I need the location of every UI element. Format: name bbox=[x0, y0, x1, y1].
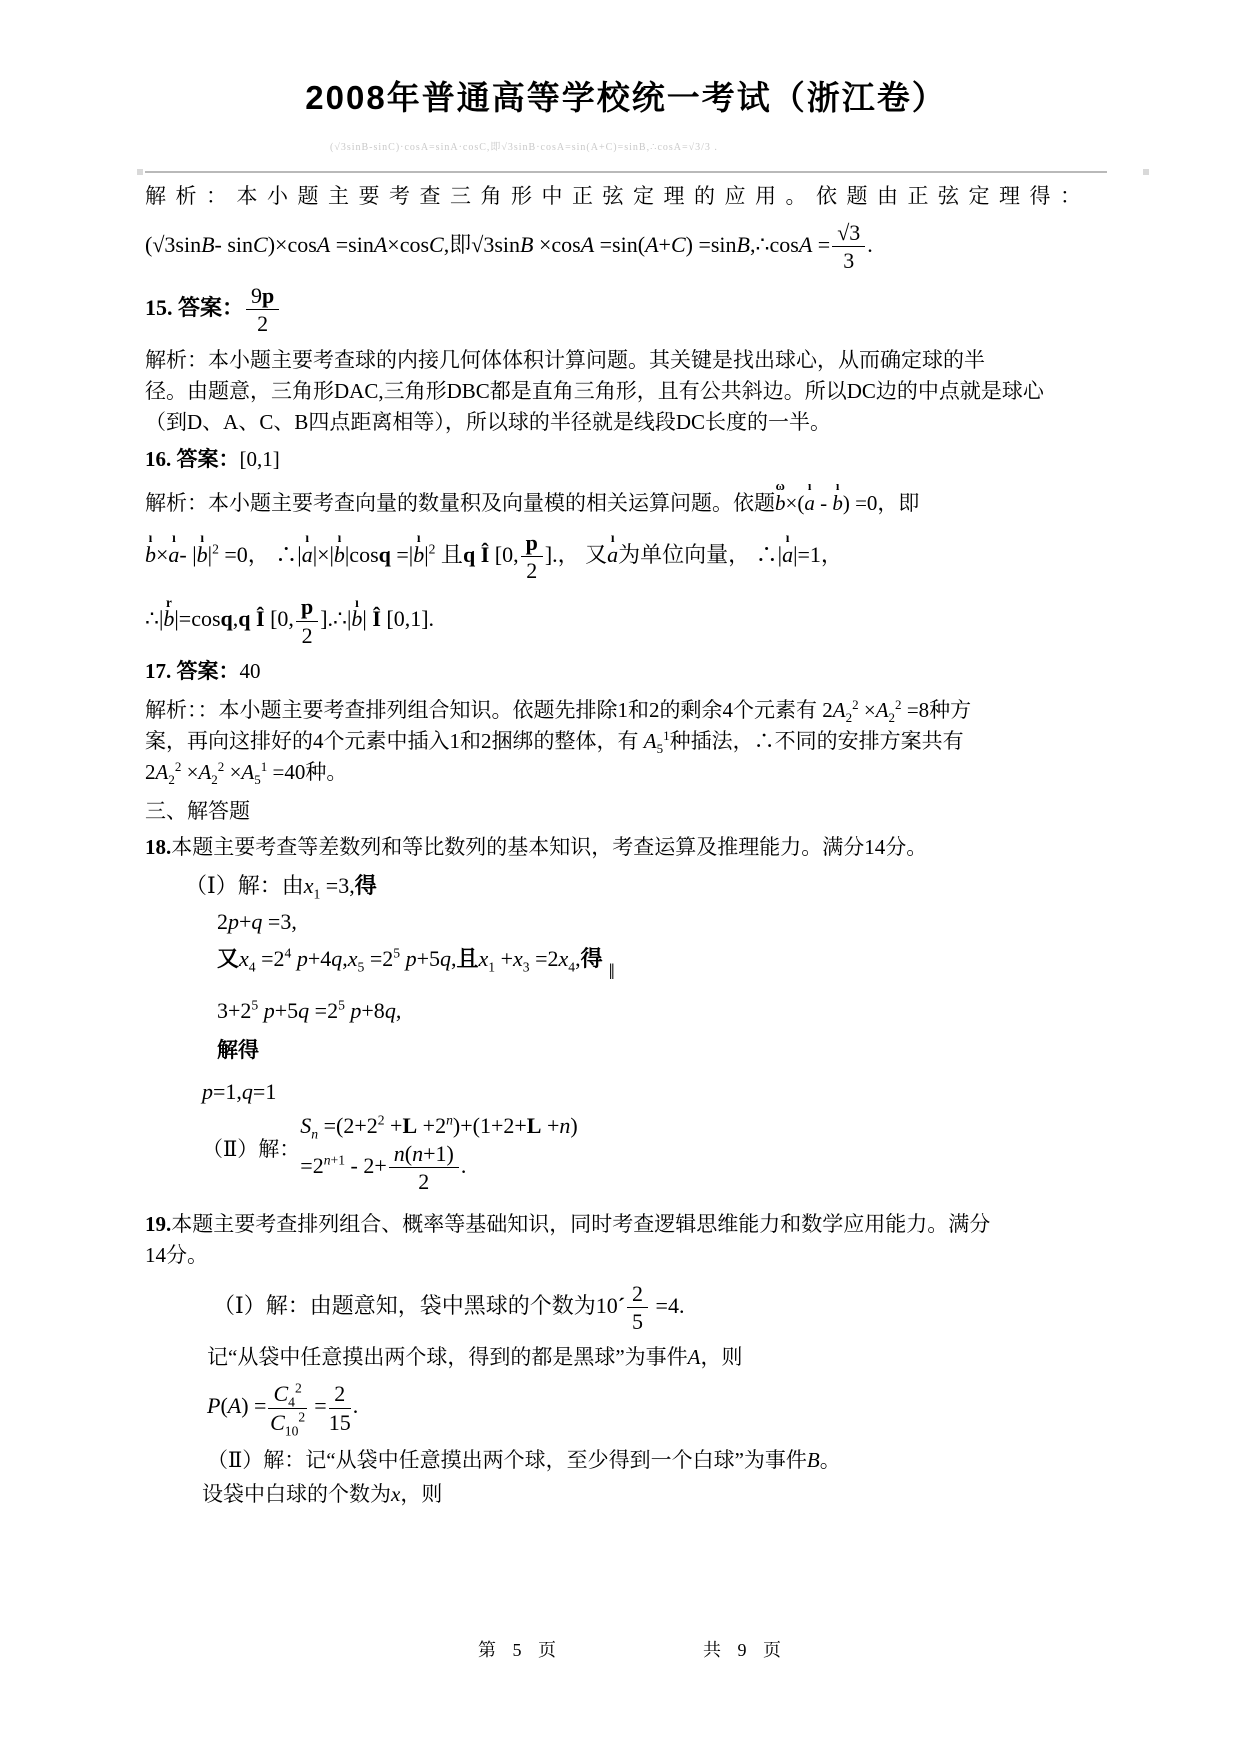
q17-answer-line-1: 17. 答案：40 bbox=[145, 658, 261, 683]
q18-eq-pq bbox=[202, 1077, 1107, 1107]
fraction-numerator: √3 bbox=[832, 220, 865, 247]
bold-text: 18. bbox=[145, 834, 172, 859]
vector-arrow-mark: ı bbox=[148, 530, 153, 546]
q18-eq-1 bbox=[217, 907, 1107, 937]
vector-symbol bbox=[775, 478, 786, 519]
bold-text: 解得 bbox=[217, 1038, 259, 1063]
math-variable: p bbox=[350, 998, 362, 1024]
vector-symbol bbox=[413, 530, 425, 570]
math-variable: b bbox=[196, 541, 208, 567]
q15-answer bbox=[145, 283, 1107, 337]
vector-symbol bbox=[782, 530, 794, 570]
q19-set-x bbox=[202, 1479, 1107, 1510]
fraction-numerator: 9p bbox=[246, 283, 279, 310]
math-variable: n bbox=[446, 1112, 453, 1128]
superscript: 1 bbox=[663, 727, 670, 743]
vector-symbol bbox=[196, 530, 208, 570]
bold-text: p bbox=[300, 594, 314, 620]
subscript: 2 bbox=[211, 772, 218, 788]
math-variable: A bbox=[687, 1345, 701, 1370]
sec14-analysis bbox=[145, 181, 1107, 212]
bold-text: q bbox=[238, 606, 251, 632]
math-variable: n bbox=[559, 1113, 571, 1139]
math-variable: x bbox=[303, 872, 314, 898]
q18-part2 bbox=[202, 1111, 1107, 1195]
q18-part2-label: （Ⅱ）解： bbox=[202, 1136, 301, 1161]
math-variable: B bbox=[806, 1447, 820, 1472]
superscript: 2 bbox=[377, 1112, 385, 1128]
q16-analysis-3-line-1: ∴| r b|=cosq,q Î [0, $\frac{p}{2}$ ].∴| ı b| Î [0,1]. bbox=[145, 594, 435, 648]
q19-prob-a bbox=[207, 1380, 1107, 1438]
q18-part2-line-2: $=2^{n+1} - 2+$ $\frac{n(n+1)}{2}$ . bbox=[300, 1141, 467, 1195]
math-variable: b bbox=[333, 541, 345, 567]
q17-analysis-line-1: 解析：：本小题主要考查排列组合知识。依题先排除1和2的剩余4个元素有 $2A_2^2 \times A_2^2 =8$种方 bbox=[145, 696, 972, 726]
sec14-formula-line-1: (√3sinB- sinC)×cosA =sinA×cosC,即√3sinB ×cosA =sin(A+C) =sinB,∴cosA = $\frac{√3}{3}$ . bbox=[145, 219, 873, 273]
q18-part2-equations bbox=[300, 1111, 577, 1195]
fraction-denominator: 2 bbox=[418, 1169, 430, 1195]
bold-text: L bbox=[402, 1113, 418, 1139]
fraction-denominator: 2 bbox=[526, 558, 538, 584]
q18-part1-label bbox=[185, 871, 1107, 901]
math-variable: p bbox=[228, 908, 239, 934]
math-variable: p bbox=[263, 998, 275, 1024]
subscript: 4 bbox=[288, 1394, 295, 1410]
fraction-denominator: 5 bbox=[632, 1309, 644, 1334]
q18-eq-pq-line-1: p=1,q=1 bbox=[202, 1079, 277, 1105]
q15-analysis-line-2: 径。由题意，三角形DAC,三角形DBC都是直角三角形，且有公共斜边。所以DC边的中点就是球心 bbox=[145, 378, 1044, 403]
vector-symbol bbox=[351, 595, 363, 634]
q18-eq-solve-line-1 bbox=[217, 1035, 1107, 1066]
math-variable: A bbox=[241, 759, 255, 784]
q19-intro-line-1: 19.本题主要考查排列组合、概率等基础知识，同时考查逻辑思维能力和数学应用能力。满分 bbox=[145, 1211, 991, 1236]
vector-arrow-mark: ı bbox=[337, 530, 342, 546]
subscript: 2 bbox=[168, 772, 175, 788]
sec14-formula bbox=[145, 220, 1107, 274]
vector-symbol bbox=[145, 530, 156, 570]
bold-text: Î bbox=[372, 606, 381, 632]
q18-eq-3-line-1: $3+2^5$ $p+5q =2^5$ p+8q, bbox=[217, 997, 402, 1024]
q19-part2-label-line-1: （Ⅱ）解：记“从袋中任意摸出两个球，至少得到一个白球”为事件B。 bbox=[207, 1447, 841, 1472]
superscript: 2 bbox=[852, 696, 859, 712]
vector-symbol bbox=[333, 530, 345, 570]
fraction-numerator bbox=[268, 1381, 306, 1408]
subscript bbox=[311, 1127, 318, 1142]
bold-text: 17. 答案： bbox=[145, 658, 240, 683]
vector-arrow-mark: ı bbox=[785, 530, 790, 546]
math-variable: b bbox=[351, 606, 363, 632]
subscript: 10 bbox=[284, 1422, 299, 1438]
math-variable: C bbox=[273, 1381, 289, 1407]
bold-text: p bbox=[262, 283, 275, 309]
fraction-numerator bbox=[521, 530, 543, 557]
subscript: 4 bbox=[248, 959, 256, 975]
math-variable: n bbox=[323, 1152, 331, 1168]
superscript bbox=[446, 1113, 453, 1128]
q19-part1-label bbox=[213, 1281, 1107, 1335]
fraction-denominator: 2 bbox=[301, 622, 313, 648]
bold-text: q bbox=[462, 541, 476, 567]
math-variable: A bbox=[198, 759, 212, 784]
bold-text: p bbox=[525, 529, 538, 555]
math-variable: x bbox=[558, 945, 569, 971]
math-variable: A bbox=[643, 728, 657, 753]
q15-analysis bbox=[145, 345, 1107, 438]
q17-analysis-line-3: $2A_2^2 \times A_2^2 \times A_5^1 =40$种。 bbox=[145, 758, 348, 788]
q18-eq-3 bbox=[217, 996, 1107, 1026]
vector-arrow-mark: r bbox=[165, 595, 172, 610]
vector-symbol bbox=[163, 595, 175, 634]
vector-arrow-mark: ı bbox=[610, 530, 615, 546]
math-variable: b bbox=[163, 606, 175, 632]
vector-arrow-mark: ω bbox=[775, 478, 785, 493]
math-variable: q bbox=[331, 945, 343, 971]
bold-text: 且 bbox=[456, 945, 479, 971]
vector-symbol bbox=[301, 530, 313, 570]
bold-text: q bbox=[220, 606, 233, 632]
bold-text: √ bbox=[471, 231, 484, 257]
superscript: 1 bbox=[260, 758, 268, 774]
math-variable: B bbox=[201, 231, 215, 257]
math-variable: a bbox=[168, 541, 180, 567]
bold-text: Î bbox=[256, 606, 265, 632]
q16-answer bbox=[145, 444, 1107, 475]
q19-part1-label-line-1: （Ⅰ）解：由题意知，袋中黑球的个数为10´ $\frac{2}{5}$ =4. bbox=[213, 1280, 685, 1334]
fraction bbox=[625, 1281, 650, 1335]
superscript: 2 bbox=[298, 1409, 306, 1425]
math-variable: A bbox=[875, 697, 889, 722]
math-variable: p bbox=[202, 1079, 213, 1105]
math-variable: A bbox=[155, 759, 169, 784]
math-variable: A bbox=[798, 231, 813, 257]
superscript: 2 bbox=[217, 758, 225, 774]
q19-intro bbox=[145, 1209, 1107, 1271]
fraction bbox=[244, 283, 281, 337]
vector-symbol bbox=[607, 530, 619, 570]
math-variable: C bbox=[670, 231, 686, 257]
q18-eq-solve bbox=[217, 1035, 1107, 1066]
fraction-numerator: 2 bbox=[627, 1281, 648, 1308]
subscript: 5 bbox=[357, 959, 365, 975]
math-variable: S bbox=[300, 1113, 312, 1139]
q15-analysis-line-1: 解析：本小题主要考查球的内接几何体体积计算问题。其关键是找出球心，从而确定球的半 bbox=[145, 347, 985, 372]
q16-analysis-1-line-1: 解析：本小题主要考查向量的数量积及向量模的相关运算问题。依题 ω b×( ı a - ı b) =0，即 bbox=[145, 479, 1107, 519]
section-3-heading bbox=[145, 796, 1107, 827]
superscript: n+1 bbox=[323, 1152, 346, 1168]
q18-intro bbox=[145, 832, 1107, 863]
subscript: 2 bbox=[888, 710, 896, 726]
vector-arrow-mark: ı bbox=[305, 530, 310, 546]
bold-text: 得 bbox=[354, 872, 377, 898]
math-variable: A bbox=[645, 231, 659, 257]
sec14-analysis-line-1: 解析：本小题主要考查三角形中正弦定理的应用。依题由正弦定理得： bbox=[145, 183, 1091, 208]
math-variable: x bbox=[239, 945, 249, 971]
q18-intro-line-1: 18.本题主要考查等差数列和等比数列的基本知识，考查运算及推理能力。满分14分。 bbox=[145, 834, 928, 859]
math-variable: b bbox=[413, 541, 425, 567]
q19-event-a-line-1: 记“从袋中任意摸出两个球，得到的都是黑球”为事件A，则 bbox=[207, 1345, 743, 1370]
fraction bbox=[830, 220, 867, 274]
superscript: 5 bbox=[393, 945, 401, 961]
math-variable: A bbox=[832, 697, 846, 722]
math-variable: C bbox=[253, 231, 268, 257]
fraction-denominator bbox=[268, 1409, 306, 1438]
fraction-denominator: 2 bbox=[257, 311, 269, 337]
fraction-denominator: 15 bbox=[328, 1409, 351, 1435]
fraction bbox=[519, 530, 545, 584]
math-variable: B bbox=[520, 231, 534, 257]
q18-eq-1-line-1: 2p+q =3, bbox=[217, 908, 297, 934]
superscript: 2 bbox=[212, 541, 219, 557]
fraction-numerator: n(n+1) bbox=[389, 1141, 459, 1168]
subscript: 2 bbox=[845, 710, 853, 726]
fraction bbox=[387, 1141, 461, 1195]
q16-analysis-2 bbox=[145, 521, 1107, 584]
bold-text: 又 bbox=[217, 945, 240, 971]
q16-analysis-3 bbox=[145, 585, 1107, 648]
q19-part2-label bbox=[207, 1445, 1107, 1476]
bold-text: √ bbox=[837, 219, 850, 245]
bold-text: q bbox=[378, 541, 391, 567]
q17-analysis-line-2: 案，再向这排好的4个元素中插入1和2捆绑的整体，有 $A_5^1$种插法，∴不同的安排方案共有 bbox=[145, 727, 964, 757]
bold-text: 16. 答案： bbox=[145, 446, 240, 471]
fraction-numerator: 2 bbox=[329, 1381, 351, 1408]
q17-answer bbox=[145, 656, 1107, 687]
bleedthrough-ghost-text: (√3sinB-sinC)·cosA=sinA·cosC,即√3sinB·cosA=sin(A+C)=sinB,∴cosA=√3/3 . bbox=[330, 142, 718, 153]
q18-part2-line-1: $S_n =(2+2^2 +L +2^n)+(1+2+L +n)$ bbox=[300, 1112, 578, 1142]
footer-page-total: 共 9 页 bbox=[703, 1640, 787, 1660]
fraction bbox=[327, 1381, 353, 1435]
q18-eq-2 bbox=[217, 944, 1107, 987]
q16-answer-line-1: 16. 答案：[0,1] bbox=[145, 446, 280, 471]
math-variable: A bbox=[373, 231, 388, 257]
superscript: 2 bbox=[428, 541, 436, 557]
q18-eq-2-line-1: 又$x_4 =2^4$ $p+4q,x_5 =2^5$ p+5q,且$x_1 +x_3 =2x_4$,得‖ bbox=[217, 944, 1107, 987]
section-3-heading-line-1: 三、解答题 bbox=[145, 798, 250, 823]
math-variable: a bbox=[301, 541, 313, 567]
vector-arrow-mark: ı bbox=[200, 530, 204, 546]
parallel-mark: ‖ bbox=[608, 959, 615, 985]
subscript: 4 bbox=[568, 959, 576, 975]
q16-analysis-2-line-1: ı b× ı a- | ı $b|^2 =0$， ∴| ı a|×| ı b|cosq =| ı $b|^2$ 且q Î [0, $\frac{p}{2}$ ].， 又 ı a为单位向量， ∴| ı a|=1， bbox=[145, 529, 843, 584]
vector-arrow-mark: ı bbox=[172, 530, 176, 546]
math-variable: a bbox=[607, 541, 619, 567]
math-variable: b bbox=[145, 541, 156, 567]
bold-text: 15. 答案： bbox=[145, 294, 245, 320]
math-variable: x bbox=[478, 945, 489, 971]
bold-text: 得 bbox=[580, 945, 603, 971]
superscript: 5 bbox=[251, 997, 259, 1013]
subscript: 3 bbox=[522, 959, 530, 975]
math-variable: x bbox=[513, 945, 523, 971]
math-variable: A bbox=[580, 231, 595, 257]
math-variable: C bbox=[270, 1409, 285, 1435]
bold-text: L bbox=[526, 1113, 542, 1139]
fraction bbox=[294, 594, 320, 648]
math-variable: C bbox=[429, 231, 444, 257]
q15-answer-line-1 bbox=[145, 283, 1107, 337]
superscript: 4 bbox=[284, 945, 292, 961]
q19-prob-a-line-1: P(A) = $\frac{C_4^2}{C_{10}^2}$ = $\frac{2}{15}$ . bbox=[207, 1380, 359, 1438]
q19-intro-line-2: 14分。 bbox=[145, 1242, 208, 1267]
subscript: 1 bbox=[488, 959, 496, 975]
q19-event-a bbox=[207, 1342, 1107, 1373]
q16-analysis-1 bbox=[145, 479, 1107, 519]
math-variable: P bbox=[207, 1393, 221, 1419]
subscript: 5 bbox=[656, 741, 664, 757]
q17-analysis bbox=[145, 695, 1107, 788]
vector-arrow-mark: ı bbox=[416, 530, 421, 546]
vector-arrow-mark: ı bbox=[807, 478, 812, 493]
subscript: 1 bbox=[313, 886, 321, 902]
math-variable: a bbox=[804, 490, 815, 515]
q15-analysis-line-3: （到D、A、C、B四点距离相等），所以球的半径就是线段DC长度的一半。 bbox=[145, 409, 832, 434]
vector-symbol bbox=[832, 478, 843, 519]
superscript: 2 bbox=[294, 1380, 302, 1396]
fraction-numerator bbox=[296, 594, 318, 621]
bold-text: ´ bbox=[617, 1292, 626, 1318]
math-variable: q bbox=[241, 1079, 253, 1105]
vector-base bbox=[832, 491, 843, 515]
vector-base bbox=[775, 491, 786, 515]
math-variable: q bbox=[439, 945, 451, 971]
vector-arrow-mark: ı bbox=[835, 478, 840, 493]
math-variable: x bbox=[347, 945, 358, 971]
fraction-denominator: 3 bbox=[843, 247, 855, 273]
divider-rule bbox=[145, 171, 1107, 175]
subscript: 5 bbox=[254, 772, 261, 788]
footer-page-number: 第 5 页 bbox=[478, 1640, 562, 1660]
math-variable: A bbox=[316, 231, 331, 257]
math-variable: b bbox=[775, 490, 786, 515]
math-variable: q bbox=[384, 998, 396, 1024]
math-variable: p bbox=[296, 945, 308, 971]
math-variable: p bbox=[405, 945, 417, 971]
page-title: 2008年普通高等学校统一考试（浙江卷） bbox=[305, 79, 947, 116]
math-variable: n bbox=[311, 1126, 319, 1142]
vector-base bbox=[804, 491, 815, 515]
vector-symbol bbox=[168, 530, 180, 570]
superscript: 2 bbox=[895, 696, 902, 712]
fraction bbox=[266, 1380, 308, 1438]
q19-set-x-line-1: 设袋中白球的个数为x，则 bbox=[202, 1481, 443, 1506]
math-variable: B bbox=[736, 231, 750, 257]
superscript: 5 bbox=[338, 997, 345, 1013]
math-variable: x bbox=[391, 1481, 401, 1506]
bold-text: Î bbox=[480, 541, 490, 567]
math-variable: n bbox=[412, 1141, 424, 1167]
math-variable: A bbox=[227, 1393, 242, 1419]
math-variable: b bbox=[832, 490, 843, 515]
bold-text: 19. bbox=[145, 1211, 172, 1236]
vector-symbol bbox=[804, 478, 815, 519]
math-variable: n bbox=[393, 1141, 405, 1167]
bold-text: √ bbox=[152, 231, 165, 257]
page-content bbox=[145, 0, 1107, 1510]
vector-arrow-mark: ı bbox=[355, 595, 359, 610]
q18-part1-label-line-1: （Ⅰ）解：由$x_1 =3$,得 bbox=[185, 872, 377, 902]
superscript: 2 bbox=[174, 758, 182, 774]
math-variable: q bbox=[298, 998, 310, 1024]
document-body bbox=[145, 171, 1107, 1510]
math-variable: q bbox=[251, 908, 263, 934]
math-variable: a bbox=[782, 541, 794, 567]
